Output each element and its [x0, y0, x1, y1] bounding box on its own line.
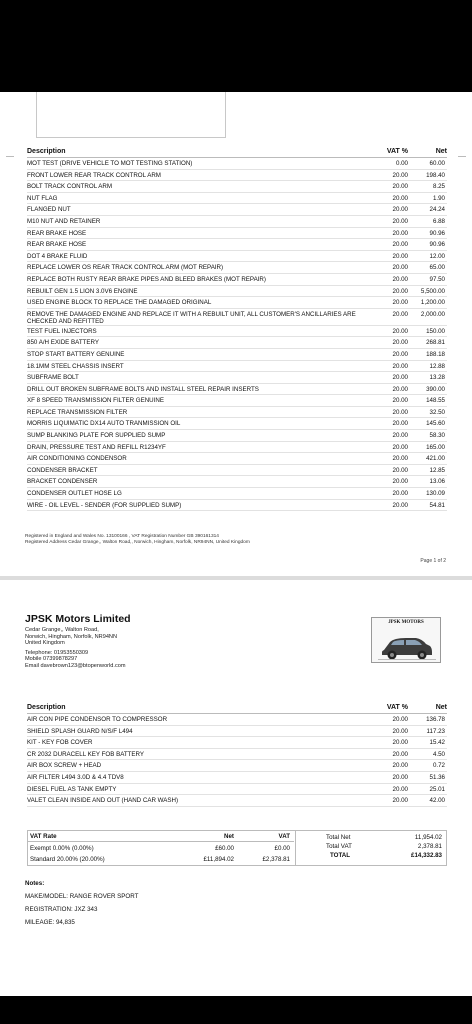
item-vat: 20.00: [392, 408, 408, 416]
item-description: AIR CON PIPE CONDENSOR TO COMPRESSOR: [27, 716, 168, 723]
item-vat: 20.00: [392, 490, 408, 498]
table-row: [27, 193, 447, 205]
item-description: REPLACE LOWER OS REAR TRACK CONTROL ARM (MOT REPAIR): [27, 264, 224, 272]
vat-header-row: [28, 831, 294, 842]
item-description: NUT FLAG: [27, 194, 58, 202]
invoice-page-1: [0, 92, 472, 576]
item-description: MORRIS LIQUIMATIC DX14 AUTO TRANMISSION OIL: [27, 420, 181, 428]
item-net: 13.06: [429, 478, 445, 486]
table-row: [27, 337, 447, 349]
item-description: REMOVE THE DAMAGED ENGINE AND REPLACE IT WITH A REBUILT UNIT, ALL CUSTOMER'S ANCILLARIES ARE CHECKED AND REFITTED: [27, 310, 356, 325]
vat-rate-header: VAT Rate: [30, 833, 57, 840]
item-description: AIR BOX SCREW + HEAD: [27, 762, 102, 770]
item-net: 6.88: [432, 217, 445, 225]
item-description: 18.1MM STEEL CHASSIS INSERT: [27, 362, 124, 370]
table-row: [27, 453, 447, 465]
item-net: 51.36: [429, 773, 445, 781]
table-row: [27, 239, 447, 251]
item-net: 54.81: [429, 501, 445, 509]
item-description: REPLACE BOTH RUSTY REAR BRAKE PIPES AND BLEED BRAKES (MOT REPAIR): [27, 275, 266, 283]
table-row: [27, 714, 447, 726]
item-description: REBUILT GEN 1.5 LION 3.0V6 ENGINE: [27, 287, 138, 295]
item-description: STOP START BATTERY GENUINE: [27, 350, 125, 358]
item-vat: 20.00: [392, 252, 408, 260]
table-row: [27, 407, 447, 419]
table-row: [27, 286, 447, 298]
item-vat: 20.00: [392, 785, 408, 793]
item-net: 12.00: [429, 252, 445, 260]
item-vat: 20.00: [392, 420, 408, 428]
vat-amount-header: VAT: [278, 833, 290, 840]
table-row: [27, 251, 447, 263]
table-body: [27, 714, 447, 807]
item-net: 42.00: [429, 797, 445, 805]
item-description: M10 NUT AND RETAINER: [27, 217, 101, 225]
item-net: 390.00: [426, 385, 445, 393]
item-vat: 20.00: [392, 739, 408, 747]
item-vat: 20.00: [392, 443, 408, 451]
item-description: CONDENSER OUTLET HOSE LG: [27, 490, 122, 498]
address-box: [36, 92, 226, 138]
note-mileage: MILEAGE: 94,835: [25, 919, 75, 926]
item-description: SUMP BLANKING PLATE FOR SUPPLIED SUMP: [27, 432, 166, 440]
invoice-page-2: [0, 580, 472, 996]
table-row: [27, 418, 447, 430]
company-logo: [371, 617, 441, 663]
item-description: 850 A/H EXIDE BATTERY: [27, 339, 99, 347]
table-row: [27, 204, 447, 216]
item-vat: 20.00: [392, 797, 408, 805]
table-row: [27, 749, 447, 761]
item-description: REAR BRAKE HOSE: [27, 241, 87, 249]
vat-amount: £0.00: [274, 845, 290, 852]
note-make-model: MAKE/MODEL: RANGE ROVER SPORT: [25, 893, 139, 900]
vat-summary: [27, 830, 447, 866]
car-icon: [372, 624, 440, 664]
vat-rate: Exempt 0.00% (0.00%): [30, 845, 94, 852]
item-description: BRACKET CONDENSER: [27, 478, 98, 486]
item-vat: 20.00: [392, 362, 408, 370]
table-row: [27, 488, 447, 500]
header-description: Description: [27, 704, 66, 711]
page-number: Page 1 of 2: [420, 558, 446, 564]
table-row: [27, 395, 447, 407]
total-net-value: 11,954.02: [414, 834, 442, 841]
item-vat: 20.00: [392, 229, 408, 237]
item-net: 90.96: [429, 241, 445, 249]
header-net: Net: [435, 148, 447, 155]
table-header: [27, 704, 447, 714]
top-black-bar: [0, 0, 472, 92]
item-net: 1,200.00: [420, 299, 445, 307]
email: Email davebrown123@btopenworld.com: [25, 662, 126, 669]
item-net: 188.18: [426, 350, 445, 358]
item-net: 145.60: [426, 420, 445, 428]
table-row: [27, 476, 447, 488]
logo-text: JPSK MOTORS: [388, 620, 424, 625]
item-net: 148.55: [426, 397, 445, 405]
item-description: BOLT TRACK CONTROL ARM: [27, 183, 113, 191]
table-row: [27, 465, 447, 477]
registration-info: [25, 534, 250, 546]
item-net: 198.40: [426, 171, 445, 179]
item-vat: 20.00: [392, 773, 408, 781]
table-row: [27, 795, 447, 807]
item-vat: 20.00: [392, 716, 408, 723]
item-net: 165.00: [426, 443, 445, 451]
header-description: Description: [27, 148, 66, 155]
registration-line: Registered in England and Wales No. 13100166 , VAT Registration Number GB 390161314: [25, 534, 219, 539]
table-row: [27, 216, 447, 228]
item-vat: 20.00: [392, 478, 408, 486]
table-row: [27, 262, 447, 274]
item-net: 130.09: [426, 490, 445, 498]
item-description: AIR CONDITIONING CONDENSOR: [27, 455, 127, 463]
item-net: 12.88: [429, 362, 445, 370]
address-line: Norwich, Hingham, Norfolk, NR94NN: [25, 633, 118, 640]
item-net: 97.50: [429, 275, 445, 283]
item-vat: 20.00: [392, 350, 408, 358]
item-net: 12.85: [429, 466, 445, 474]
table-row: [27, 430, 447, 442]
item-net: 5,500.00: [420, 287, 445, 295]
item-description: AIR FILTER L494 3.0D & 4.4 TDV8: [27, 773, 124, 781]
item-net: 65.00: [429, 264, 445, 272]
item-net: 15.42: [429, 739, 445, 747]
table-row: [27, 158, 447, 170]
item-net: 4.50: [432, 750, 445, 758]
item-description: REAR BRAKE HOSE: [27, 229, 87, 237]
table-row: [27, 326, 447, 338]
address-line: United Kingdom: [25, 640, 65, 647]
item-net: 24.24: [429, 206, 445, 214]
table-row: [27, 297, 447, 309]
item-description: CR 2032 DURACELL KEY FOB BATTERY: [27, 750, 145, 758]
table-row: [27, 372, 447, 384]
item-net: 117.23: [426, 727, 445, 735]
item-net: 0.72: [432, 762, 445, 770]
item-net: 90.96: [429, 229, 445, 237]
registered-address-line: Registered Address Cedar Grange,, Walton Road,, Norwich, Hingham, Norfolk, NR94NN, United Kingdom: [25, 540, 250, 545]
item-description: XF 8 SPEED TRANSMISSION FILTER GENUINE: [27, 397, 164, 405]
item-net: 58.30: [429, 432, 445, 440]
item-vat: 20.00: [392, 466, 408, 474]
notes-heading: Notes:: [25, 880, 45, 887]
company-name: JPSK Motors Limited: [25, 613, 131, 625]
table-row: [27, 726, 447, 738]
vat-rate-table: [28, 831, 296, 865]
vat-net: £60.00: [215, 845, 234, 852]
item-description: SUBFRAME BOLT: [27, 374, 79, 382]
item-net: 150.00: [426, 327, 445, 335]
item-net: 268.81: [426, 339, 445, 347]
item-vat: 20.00: [392, 397, 408, 405]
total-vat-label: Total VAT: [326, 843, 352, 850]
item-vat: 20.00: [392, 299, 408, 307]
vat-row: [28, 854, 294, 865]
item-net: 136.78: [426, 716, 445, 723]
table-header: [27, 148, 447, 158]
item-vat: 20.00: [392, 455, 408, 463]
header-vat: VAT %: [386, 704, 408, 711]
item-net: 8.25: [432, 183, 445, 191]
item-description: USED ENGINE BLOCK TO REPLACE THE DAMAGED ORIGINAL: [27, 299, 212, 307]
total-vat-value: 2,378.81: [417, 843, 442, 850]
table-row: [27, 760, 447, 772]
company-address: [25, 627, 126, 670]
item-vat: 20.00: [392, 501, 408, 509]
address-line: Cedar Grange,, Walton Road,: [25, 627, 99, 633]
item-vat: 20.00: [392, 385, 408, 393]
item-vat: 20.00: [392, 374, 408, 382]
item-description: VALET CLEAN INSIDE AND OUT (HAND CAR WASH): [27, 797, 179, 805]
table-row: [27, 349, 447, 361]
table-row: [27, 772, 447, 784]
table-row: [27, 274, 447, 286]
bottom-black-bar: [0, 996, 472, 1024]
item-net: 1.90: [432, 194, 445, 202]
table-row: [27, 784, 447, 796]
mobile: Mobile 07399878297: [25, 656, 78, 663]
table-row: [27, 384, 447, 396]
item-vat: 20.00: [392, 762, 408, 770]
item-description: DOT 4 BRAKE FLUID: [27, 252, 88, 260]
item-vat: 20.00: [392, 750, 408, 758]
item-description: SHIELD SPLASH GUARD N/S/F L494: [27, 727, 133, 735]
item-vat: 20.00: [392, 171, 408, 179]
item-net: 2,000.00: [420, 310, 445, 318]
item-vat: 20.00: [392, 194, 408, 202]
item-vat: 20.00: [392, 206, 408, 214]
item-net: 32.50: [429, 408, 445, 416]
telephone: Telephone: 01953550309: [25, 649, 89, 656]
line-items-table: [27, 704, 447, 807]
item-vat: 20.00: [392, 327, 408, 335]
item-description: KIT - KEY FOB COVER: [27, 739, 93, 747]
item-description: MOT TEST (DRIVE VEHICLE TO MOT TESTING STATION): [27, 160, 193, 167]
item-net: 421.00: [426, 455, 445, 463]
item-net: 60.00: [429, 160, 445, 167]
header-vat: VAT %: [386, 148, 408, 155]
table-body: [27, 158, 447, 511]
item-description: DIESEL FUEL AS TANK EMPTY: [27, 785, 117, 793]
table-row: [27, 309, 447, 326]
vat-row: [28, 843, 294, 854]
table-row: [27, 170, 447, 182]
table-row: [27, 181, 447, 193]
vat-rate: Standard 20.00% (20.00%): [30, 856, 105, 863]
item-description: REPLACE TRANSMISSION FILTER: [27, 408, 128, 416]
vat-net-header: Net: [224, 833, 234, 840]
item-net: 13.28: [429, 374, 445, 382]
item-vat: 20.00: [392, 264, 408, 272]
item-net: 25.01: [429, 785, 445, 793]
total-value: £14,332.83: [411, 852, 442, 859]
item-vat: 20.00: [392, 339, 408, 347]
item-vat: 20.00: [392, 183, 408, 191]
vat-amount: £2,378.81: [262, 856, 290, 863]
line-items-table: [27, 148, 447, 511]
table-row: [27, 442, 447, 454]
item-description: DRILL OUT BROKEN SUBFRAME BOLTS AND INSTALL STEEL REPAIR INSERTS: [27, 385, 259, 393]
vat-net: £11,894.02: [203, 856, 234, 863]
item-vat: 0.00: [395, 160, 408, 167]
item-vat: 20.00: [392, 217, 408, 225]
item-vat: 20.00: [392, 432, 408, 440]
item-vat: 20.00: [392, 287, 408, 295]
header-net: Net: [435, 704, 447, 711]
table-row: [27, 228, 447, 240]
item-description: TEST FUEL INJECTORS: [27, 327, 97, 335]
item-vat: 20.00: [392, 727, 408, 735]
item-description: WIRE - OIL LEVEL - SENDER (FOR SUPPLIED SUMP): [27, 501, 182, 509]
item-description: DRAIN, PRESSURE TEST AND REFILL R1234YF: [27, 443, 166, 451]
total-net-label: Total Net: [326, 834, 351, 841]
total-label: TOTAL: [330, 852, 351, 859]
item-vat: 20.00: [392, 275, 408, 283]
item-description: FLANGED NUT: [27, 206, 71, 214]
item-description: FRONT LOWER REAR TRACK CONTROL ARM: [27, 171, 161, 179]
table-row: [27, 500, 447, 512]
table-row: [27, 361, 447, 373]
table-row: [27, 737, 447, 749]
item-vat: 20.00: [392, 241, 408, 249]
item-vat: 20.00: [392, 310, 408, 318]
item-description: CONDENSER BRACKET: [27, 466, 98, 474]
note-registration: REGISTRATION: JXZ 343: [25, 906, 98, 913]
